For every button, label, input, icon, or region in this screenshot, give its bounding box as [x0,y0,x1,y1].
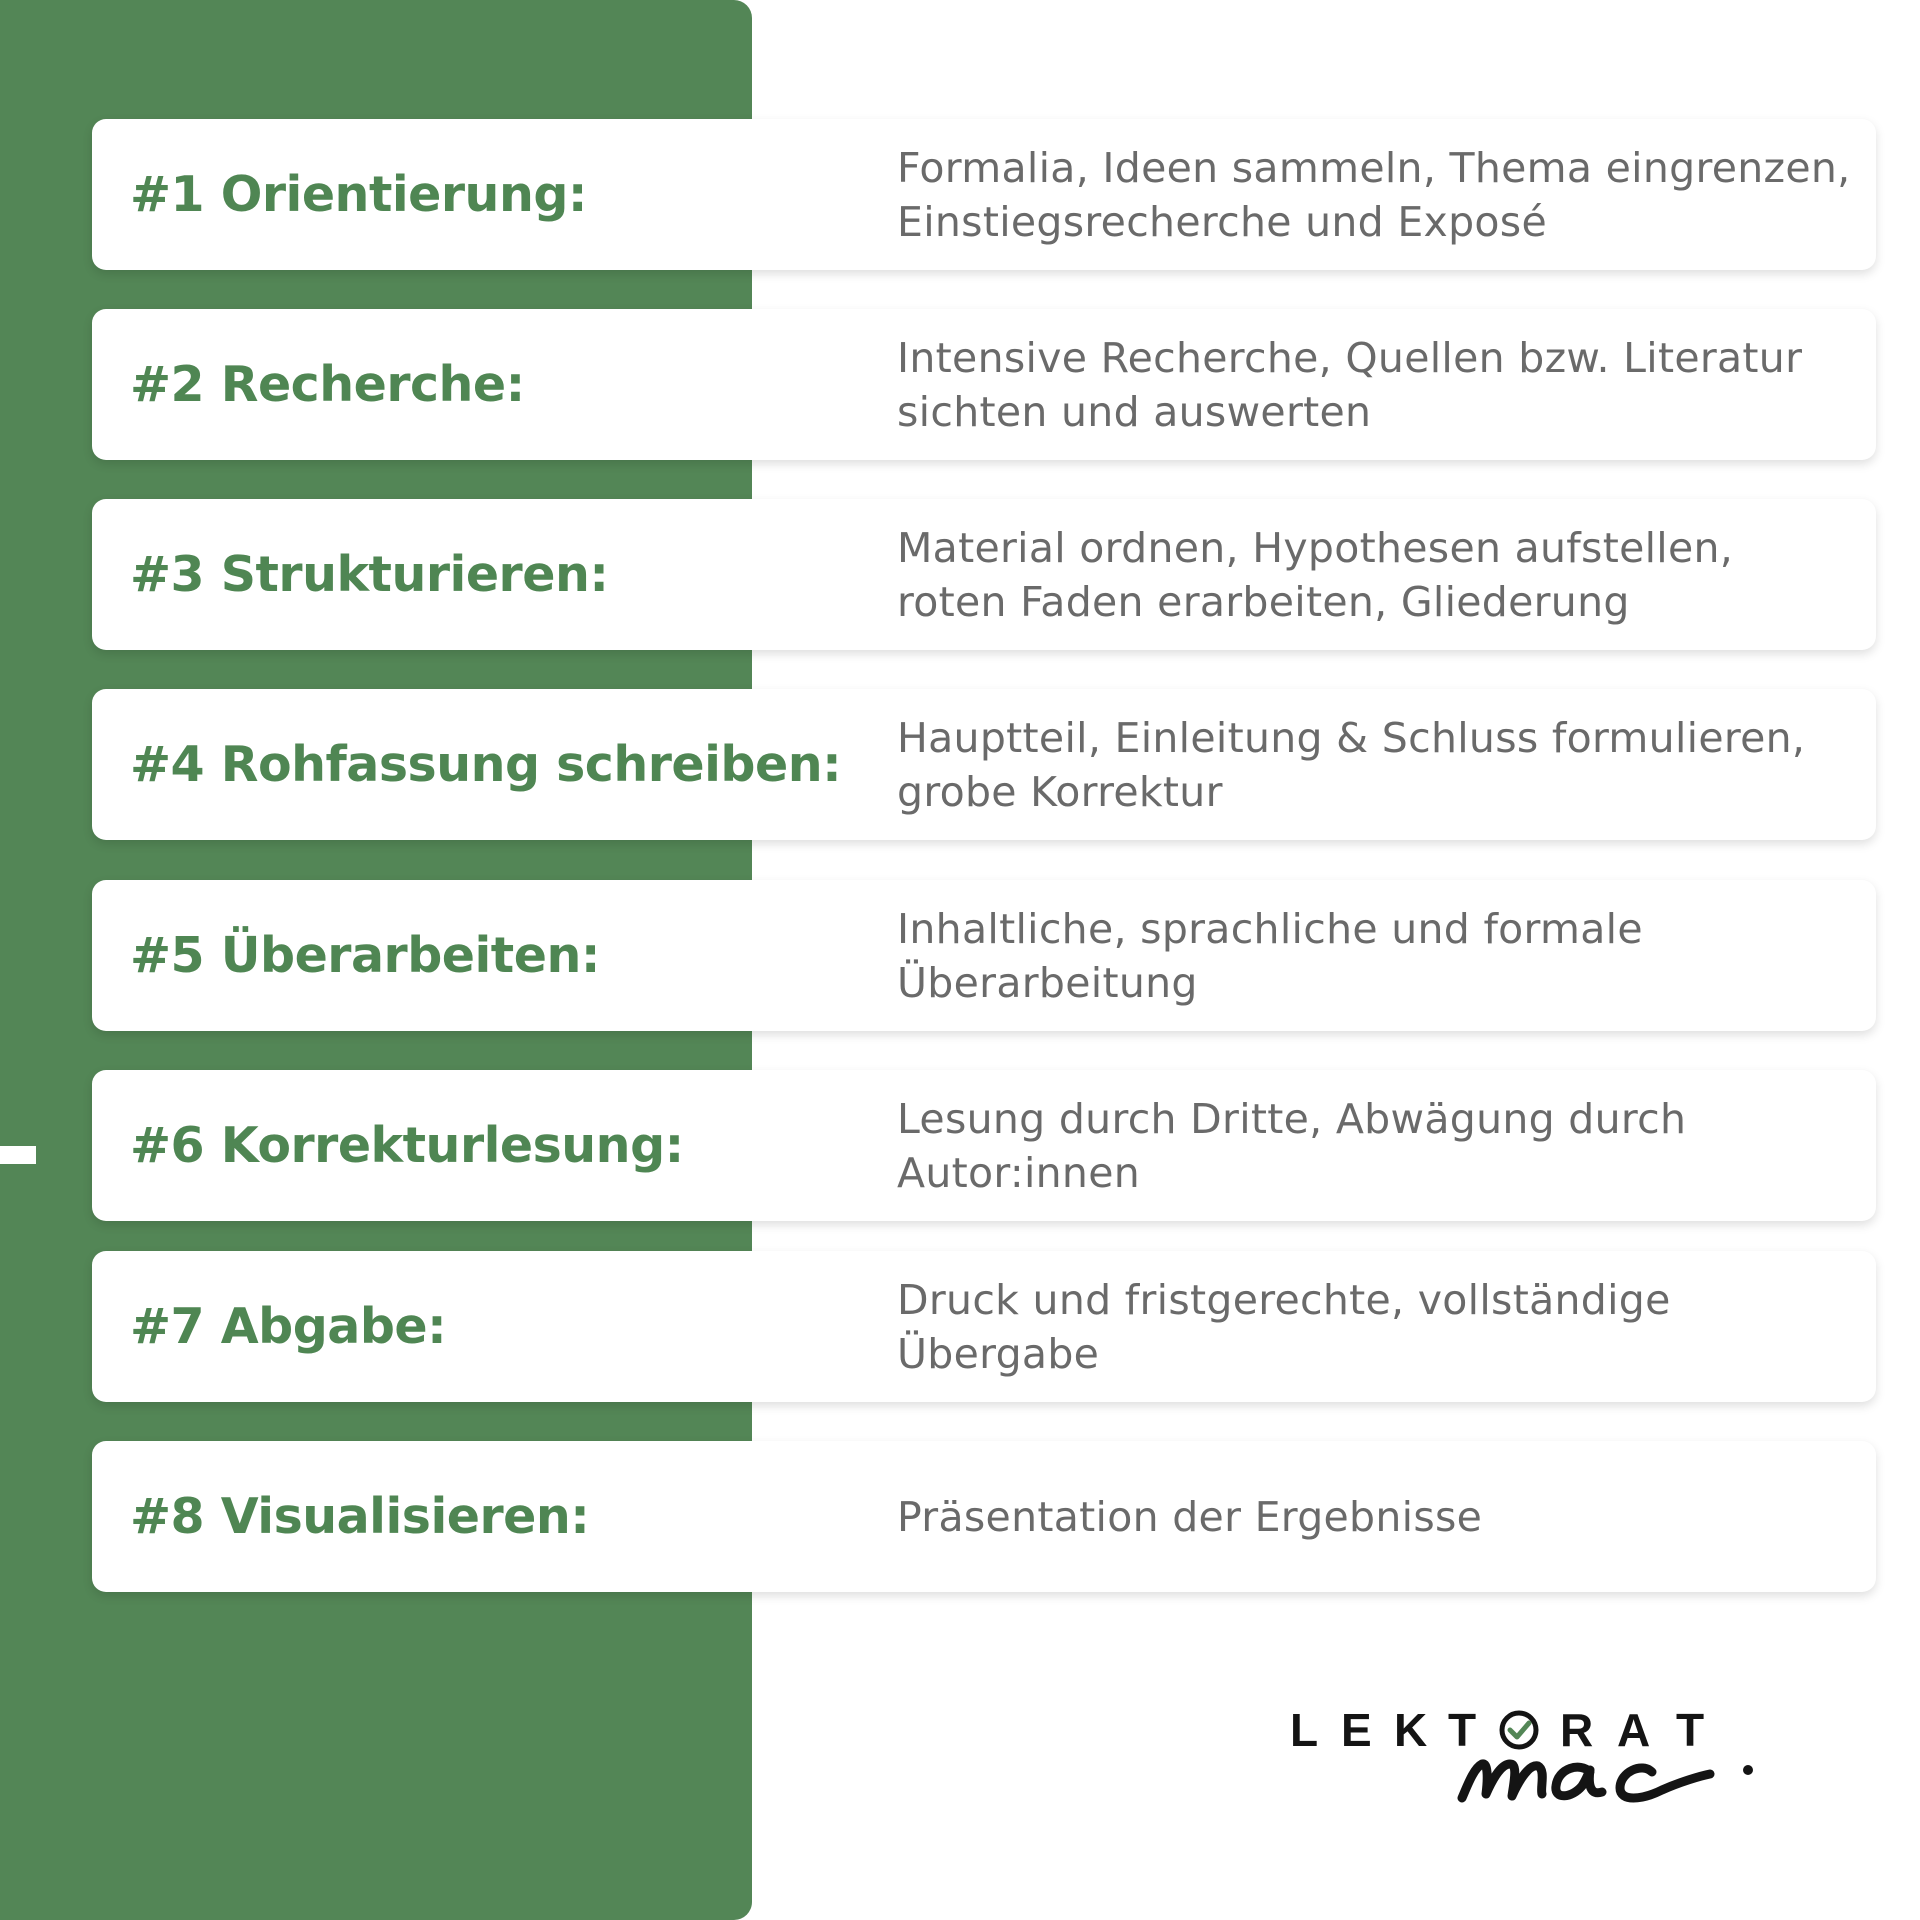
step-description: Formalia, Ideen sammeln, Thema eingrenzen, Einstiegsrecherche und Exposé [897,143,1851,246]
step-card-5 [92,880,1876,1031]
step-card-6 [92,1070,1876,1221]
logo-graphic [1290,1690,1790,1820]
step-card-7 [92,1251,1876,1402]
logo-check-circle-icon [1502,1713,1536,1747]
step-card-1 [92,119,1876,270]
logo-letter-r: R [1560,1704,1594,1756]
step-title: #3 Strukturieren: [130,546,609,603]
step-description: Inhaltliche, sprachliche und formale Überarbeitung [897,904,1643,1007]
lektorat-mac-logo [1290,1690,1790,1820]
step-description: Hauptteil, Einleitung & Schluss formulieren, grobe Korrektur [897,713,1806,816]
logo-letter-a: A [1617,1704,1651,1756]
step-description: Präsentation der Ergebnisse [897,1492,1483,1541]
step-description: Druck und fristgerechte, vollständige Übergabe [897,1275,1671,1378]
step-title: #8 Visualisieren: [130,1488,590,1545]
logo-letter-t: T [1448,1704,1477,1756]
step-title: #4 Rohfassung schreiben: [130,736,842,793]
logo-letter-k: K [1394,1704,1428,1756]
step-title: #6 Korrekturlesung: [130,1117,684,1174]
step-description: Lesung durch Dritte, Abwägung durch Autor:innen [897,1094,1687,1197]
step-description: Intensive Recherche, Quellen bzw. Literatur sichten und auswerten [897,333,1803,436]
step-card-2 [92,309,1876,460]
logo-letter-e: E [1341,1704,1372,1756]
step-title: #5 Überarbeiten: [130,927,600,984]
step-description: Material ordnen, Hypothesen aufstellen, roten Faden erarbeiten, Gliederung [897,523,1734,626]
logo-script-mac [1462,1764,1753,1798]
step-card-3 [92,499,1876,650]
step-title: #7 Abgabe: [130,1298,447,1355]
step-card-8 [92,1441,1876,1592]
logo-letter-t2: T [1676,1704,1705,1756]
step-title: #1 Orientierung: [130,166,587,223]
logo-letter-l: L [1290,1704,1319,1756]
step-card-4 [92,689,1876,840]
step-title: #2 Recherche: [130,356,525,413]
